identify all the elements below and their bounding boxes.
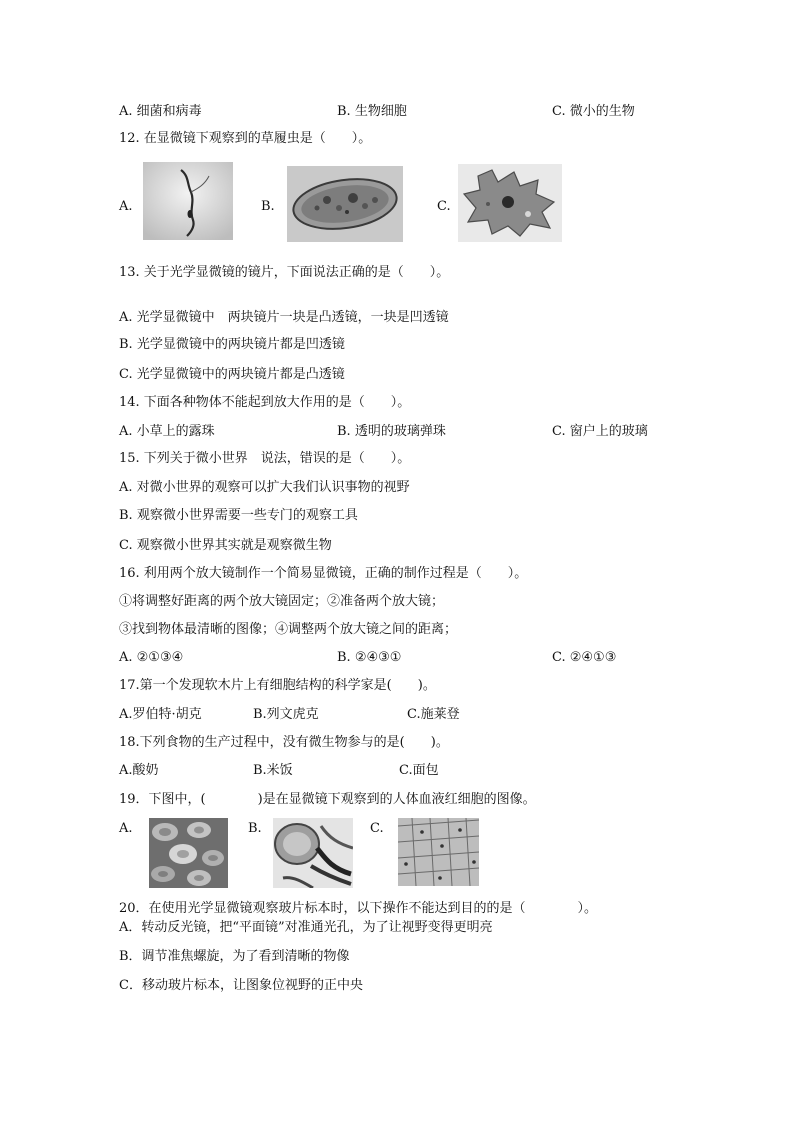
q17-option-c: C.施莱登 [407, 707, 460, 722]
q19-label-c: C. [370, 821, 384, 836]
q19-image-a [149, 818, 228, 888]
q19-label-b: B. [248, 821, 262, 836]
q20-option-a: A．转动反光镜，把“平面镜”对准通光孔，为了让视野变得更明亮 [119, 920, 493, 935]
q19-image-c [398, 818, 479, 886]
q16-steps-line2: ③找到物体最清晰的图像；④调整两个放大镜之间的距离； [119, 622, 458, 637]
q12-image-b [287, 166, 403, 242]
q16-option-c: C. ②④①③ [552, 650, 617, 665]
q18-option-c: C.面包 [399, 763, 439, 778]
q12-label-b: B. [261, 199, 275, 214]
q16-option-a: A. ②①③④ [119, 650, 184, 665]
q14-option-b: B. 透明的玻璃弹珠 [337, 424, 446, 439]
q19-label-a: A. [119, 821, 133, 836]
q19-image-b [273, 818, 353, 888]
q16-option-b: B. ②④③① [337, 650, 402, 665]
q17-option-a: A.罗伯特·胡克 [119, 707, 202, 722]
q15-question: 15. 下列关于微小世界 说法，错误的是（ ）。 [119, 451, 411, 466]
q19-question: 19．下图中，( )是在显微镜下观察到的人体血液红细胞的图像。 [119, 792, 536, 807]
q17-question: 17.第一个发现软木片上有细胞结构的科学家是( )。 [119, 678, 436, 693]
q14-question: 14. 下面各种物体不能起到放大作用的是（ ）。 [119, 395, 411, 410]
q13-option-a: A. 光学显微镜中 两块镜片一块是凸透镜，一块是凹透镜 [119, 310, 449, 325]
q12-label-a: A. [119, 199, 133, 214]
q15-option-c: C. 观察微小世界其实就是观察微生物 [119, 538, 332, 553]
q11-option-a: A. 细菌和病毒 [119, 104, 202, 119]
q20-option-c: C．移动玻片标本，让图象位视野的正中央 [119, 978, 363, 993]
q16-steps-line1: ①将调整好距离的两个放大镜固定；②准备两个放大镜； [119, 594, 445, 609]
q11-option-b: B. 生物细胞 [337, 104, 407, 119]
q13-option-c: C. 光学显微镜中的两块镜片都是凸透镜 [119, 367, 345, 382]
q15-option-a: A. 对微小世界的观察可以扩大我们认识事物的视野 [119, 480, 410, 495]
q12-label-c: C. [437, 199, 451, 214]
q16-question: 16. 利用两个放大镜制作一个简易显微镜，正确的制作过程是（ ）。 [119, 566, 528, 581]
q13-question: 13. 关于光学显微镜的镜片，下面说法正确的是（ ）。 [119, 265, 450, 280]
q12-image-a [143, 162, 233, 240]
q14-option-a: A. 小草上的露珠 [119, 424, 215, 439]
q17-option-b: B.列文虎克 [253, 707, 319, 722]
q12-image-c [458, 164, 562, 242]
q13-option-b: B. 光学显微镜中的两块镜片都是凹透镜 [119, 337, 345, 352]
q18-option-a: A.酸奶 [119, 763, 159, 778]
q14-option-c: C. 窗户上的玻璃 [552, 424, 648, 439]
q20-option-b: B．调节准焦螺旋，为了看到清晰的物像 [119, 949, 350, 964]
q12-question: 12. 在显微镜下观察到的草履虫是（ ）。 [119, 131, 372, 146]
q11-option-c: C. 微小的生物 [552, 104, 635, 119]
q18-question: 18.下列食物的生产过程中，没有微生物参与的是( )。 [119, 735, 449, 750]
q18-option-b: B.米饭 [253, 763, 293, 778]
q15-option-b: B. 观察微小世界需要一些专门的观察工具 [119, 508, 358, 523]
q20-question: 20．在使用光学显微镜观察玻片标本时，以下操作不能达到目的的是（ ）。 [119, 901, 598, 916]
